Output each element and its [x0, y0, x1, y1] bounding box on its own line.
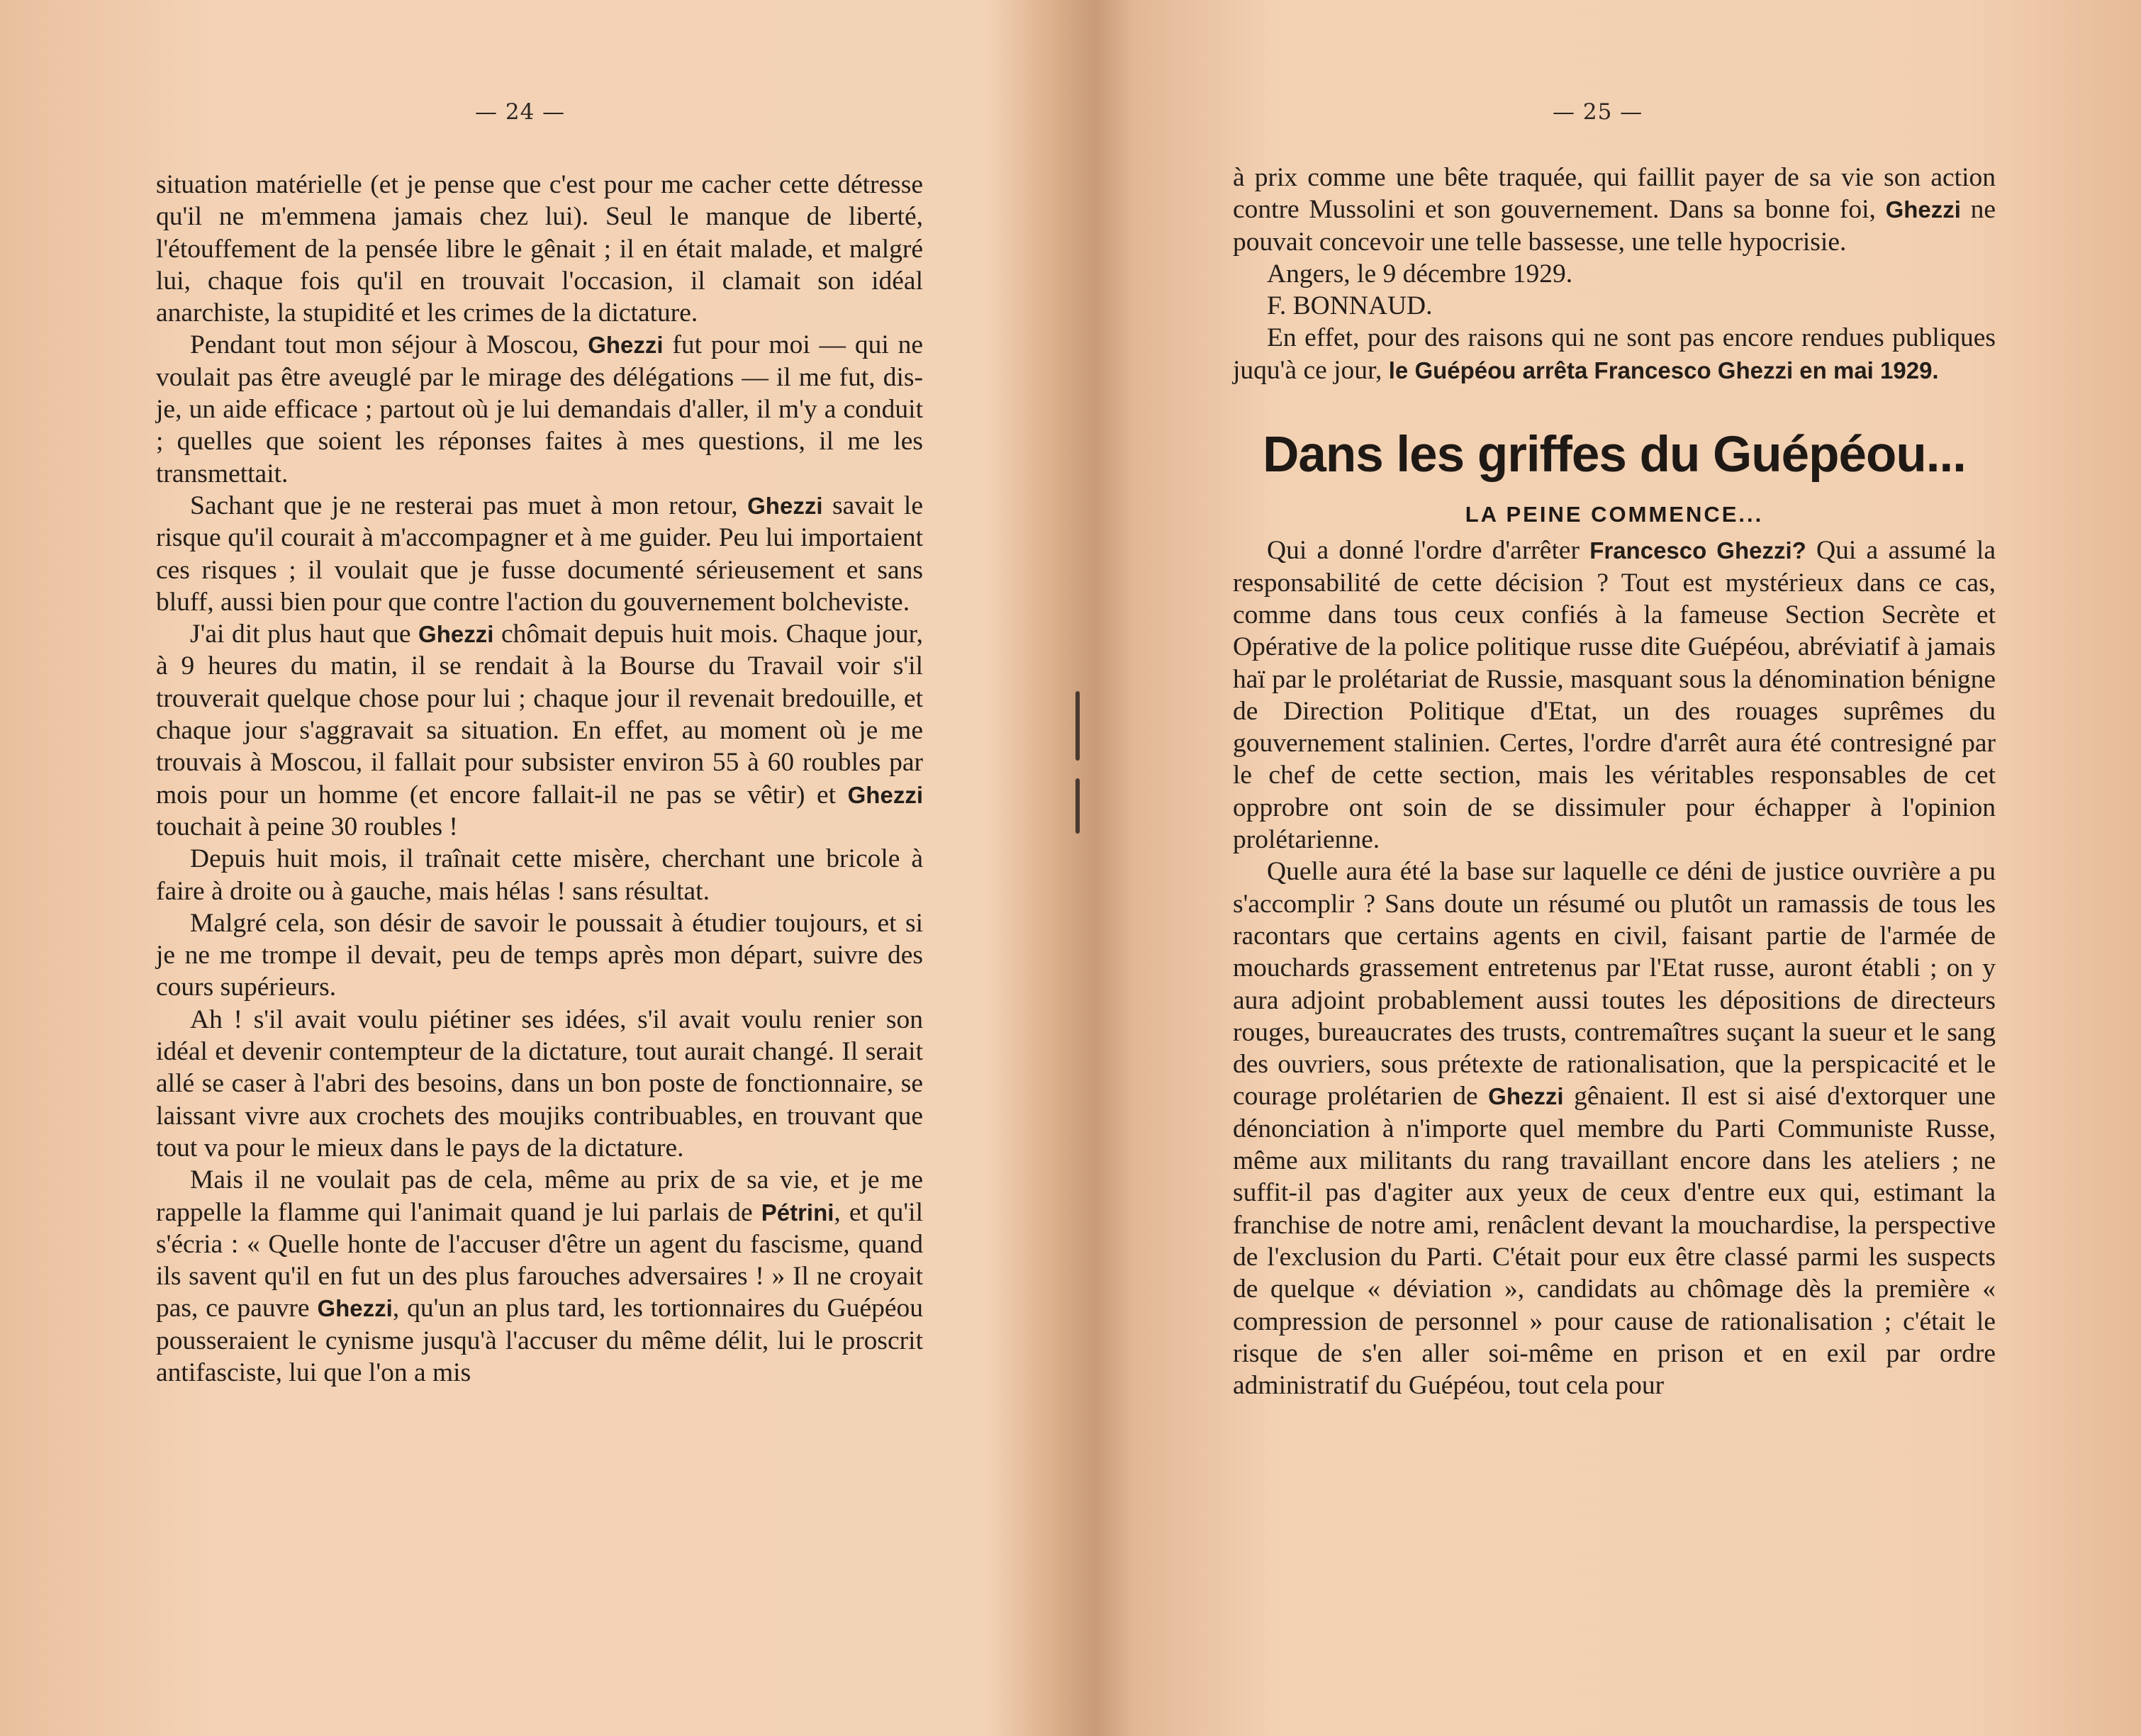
- right-page: [1070, 0, 2141, 1736]
- paragraph: [156, 843, 923, 907]
- left-page: [0, 0, 1070, 1736]
- page-number: — 24 —: [475, 99, 566, 125]
- text-run: , et qu'il s'écria : « Quelle honte de l'accuser d'être un agent du fascisme, quand ils savent qu'il en fut un des plus farouches adversaires ! » Il ne croyait pas, ce pauvre: [156, 1197, 923, 1323]
- text-run: savait le risque qu'il courait à m'accompagner et à me guider. Peu lui importaient ces risques ; il voulait que je fusse documenté sérieusement et sans bluff, aussi bien pour que contre l'action du gouvernement bolcheviste.: [156, 491, 923, 617]
- bold-name: le Guépéou arrêta Francesco Ghezzi en mai 1929.: [1388, 357, 1939, 383]
- paragraph: [156, 1164, 923, 1389]
- arrest-paragraph: [1233, 322, 1996, 386]
- text-run: Depuis huit mois, il traînait cette misère, cherchant une bricole à faire à droite ou à gauche, mais hélas ! sans résultat.: [156, 844, 923, 906]
- article-headline: Dans les griffes du Guépéou...: [1263, 427, 1966, 483]
- bold-name: Ghezzi: [418, 621, 494, 648]
- text-run: Pendant tout mon séjour à Moscou,: [190, 330, 588, 360]
- text-run: situation matérielle (et je pense que c'est pour me cacher cette détresse qu'il ne m'emmena jamais chez lui). Seul le manque de liberté, l'étouffement de la pensée libre le gênait ; il en était malade, et malgré lui, chaque fois qu'il en trouvait l'occasion, il clamait son idéal anarchiste, la stupidité et les crimes de la dictature.: [156, 170, 923, 328]
- paragraph: [156, 169, 923, 329]
- paragraph: [156, 1004, 923, 1164]
- bold-name: Ghezzi: [588, 332, 664, 359]
- signature-place-date: Angers, le 9 décembre 1929.: [1267, 259, 1573, 289]
- paragraph: [1233, 534, 1996, 856]
- paragraph: [1233, 162, 1996, 258]
- text-column: [156, 169, 923, 1389]
- text-run: chômait depuis huit mois. Chaque jour, à 9 heures du matin, il se rendait à la Bourse du Travail voir s'il trouverait quelque chose pour lui ; chaque jour il revenait bredouille, et chaque jour s'aggravait sa situation. En effet, au moment où je me trouvais à Moscou, il fallait pour subsister environ 55 à 60 roubles par mois pour un homme (et encore fallait-il ne pas se vêtir) et: [156, 620, 923, 810]
- text-run: touchait à peine 30 roubles !: [156, 812, 458, 841]
- paragraph: [156, 618, 923, 843]
- page-number: — 25 —: [1553, 99, 1643, 125]
- text-run: Malgré cela, son désir de savoir le poussait à étudier toujours, et si je ne me trompe il devait, peu de temps après mon départ, suivre des cours supérieurs.: [156, 908, 923, 1002]
- text-run: Sachant que je ne resterai pas muet à mon retour,: [190, 491, 748, 520]
- text-run: J'ai dit plus haut que: [190, 620, 419, 649]
- text-run: Qui a assumé la responsabilité de cette décision ? Tout est mystérieux dans ce cas, comme dans tous ceux confiés à la fameuse Section Secrète et Opérative de la police politique russe dite Guépéou, abréviatif à jamais haï par le prolétariat de Russie, masquant sous la dénomination bénigne de Direction Politique d'Etat, un des rouages suprêmes du gouvernement stalinien. Certes, l'ordre d'arrêt aura été contresigné par le chef de cette section, mais les véritables responsables de cet opprobre ont soin de se dissimuler pour échapper à l'opinion prolétarienne.: [1233, 536, 1996, 855]
- signature-name: F. BONNAUD.: [1267, 291, 1433, 321]
- text-column: [1233, 162, 1996, 1401]
- paragraph: [156, 907, 923, 1004]
- paragraph: [156, 490, 923, 618]
- bold-name: Ghezzi: [317, 1295, 393, 1322]
- text-run: gênaient. Il est si aisé d'extorquer une dénonciation à n'importe quel membre du Parti Communiste Russe, même aux militants du rang travaillant encore dans les ateliers ; ne suffit-il pas d'agiter aux yeux de ceux d'entre eux qui, estimant la franchise de notre ami, renâclent devant la mouchardise, la perspective de l'exclusion du Parti. C'était pour eux être classé parmi les suspects de quelque « déviation », candidats au chômage dès la première « compression de personnel » pour cause de rationalisation ; c'était le risque de s'en aller soi-même en prison et en exil par ordre administratif du Guépéou, tout cela pour: [1233, 1082, 1996, 1401]
- paragraph: [156, 329, 923, 489]
- bold-name: Ghezzi: [847, 781, 923, 808]
- text-run: ne pouvait concevoir une telle bassesse, une telle hypocrisie.: [1233, 195, 1996, 257]
- article-body: [1233, 534, 1996, 1401]
- bold-name: Ghezzi: [1885, 196, 1961, 223]
- paragraph: [1233, 322, 1996, 386]
- bold-name: Ghezzi: [1488, 1083, 1564, 1110]
- bold-name: Ghezzi: [747, 492, 823, 519]
- paragraph: [1233, 856, 1996, 1401]
- text-run: Mais il ne voulait pas de cela, même au prix de sa vie, et je me rappelle la flamme qui l'animait quand je lui parlais de: [156, 1165, 923, 1227]
- article-subheading: LA PEINE COMMENCE...: [1465, 502, 1764, 527]
- bold-name: Pétrini: [761, 1199, 834, 1226]
- text-run: Ah ! s'il avait voulu piétiner ses idées, s'il avait voulu renier son idéal et devenir contempteur de la dictature, tout aurait changé. Il serait allé se caser à l'abri des besoins, dans un bon poste de fonctionnaire, se laissant vivre aux crochets des moujiks contribuables, en trouvant que tout va pour le mieux dans le pays de la dictature.: [156, 1004, 923, 1163]
- text-run: Quelle aura été la base sur laquelle ce déni de justice ouvrière a pu s'accomplir ? Sans doute un résumé ou plutôt un ramassis de tous les racontars que certains agents en civil, faisant partie de l'armée de mouchards grassement entretenus par l'Etat russe, auront établi ; on y aura adjoint probablement aussi toutes les dépositions de directeurs rouges, bureaucrates des trusts, contremaîtres suçant la sueur et le sang des ouvriers, sous prétexte de rationalisation, que la perspicacité et le courage prolétarien de: [1233, 857, 1996, 1111]
- text-run: Qui a donné l'ordre d'arrêter: [1267, 536, 1590, 566]
- text-run: fut pour moi — qui ne voulait pas être aveuglé par le mirage des délégations — il me fut, dis-je, un aide efficace ; partout où je lui demandais d'aller, il m'y a conduit ; quelles que soient les réponses faites à mes questions, il me les transmettait.: [156, 330, 923, 488]
- bold-name: Francesco Ghezzi?: [1589, 537, 1806, 564]
- text-run: En effet, pour des raisons qui ne sont pas encore rendues publiques juqu'à ce jour,: [1233, 323, 1996, 385]
- intro-paragraph: [1233, 162, 1996, 258]
- text-run: , qu'un an plus tard, les tortionnaires du Guépéou pousseraient le cynisme jusqu'à l'accuser du même délit, lui le proscrit antifasciste, lui que l'on a mis: [156, 1294, 923, 1387]
- text-run: à prix comme une bête traquée, qui faillit payer de sa vie son action contre Mussolini et son gouvernement. Dans sa bonne foi,: [1233, 163, 1996, 225]
